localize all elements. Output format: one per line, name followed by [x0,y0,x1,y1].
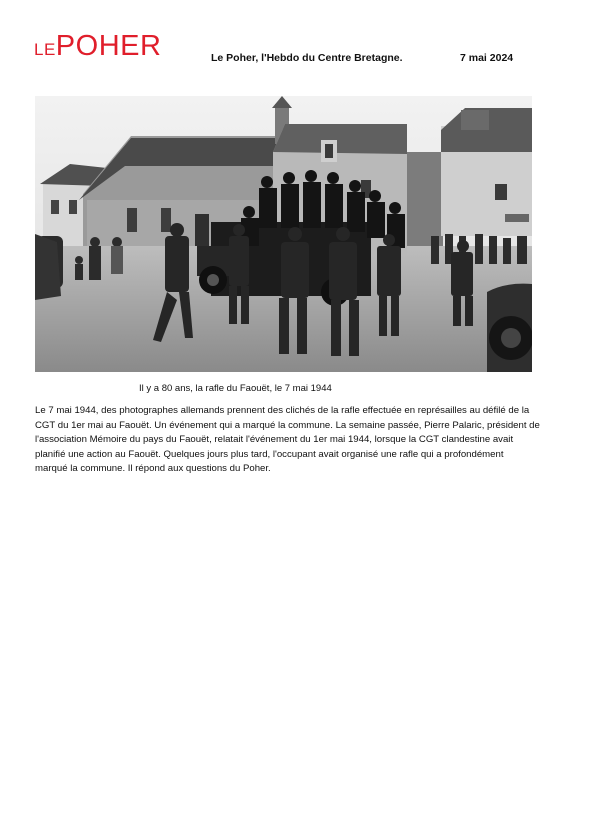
publication-date: 7 mai 2024 [460,52,514,64]
article-body [35,404,540,477]
article-line: marqué la commune. Il répond aux questions du Poher. [35,463,271,475]
photo-caption: Il y a 80 ans, la rafle du Faouët, le 7 mai 1944 [139,383,332,394]
article-line: planifié une action au Faouët. Quelques jours plus tard, l'occupant avait organisé une rafle qui a profondément [35,448,504,460]
historical-photo [35,96,532,372]
article-line: Le 7 mai 1944, des photographes allemands prennent des clichés de la rafle effectuée en représailles au défilé de la [35,405,530,416]
logo-le: LE [34,40,56,59]
article-line: CGT du 1er mai au Faouët. Un événement qui a marqué la commune. La semaine passée, Pierre Palaric, président de [35,419,540,431]
le-poher-logo [34,32,161,61]
logo-poher: POHER [55,30,162,62]
publication-title: Le Poher, l'Hebdo du Centre Bretagne. [211,52,403,64]
article-line: l'association Mémoire du pays du Faouët, relatait l'événement du 1er mai 1944, lorsque la CGT clandestine avait [35,434,514,446]
photo-illustration [35,96,532,372]
